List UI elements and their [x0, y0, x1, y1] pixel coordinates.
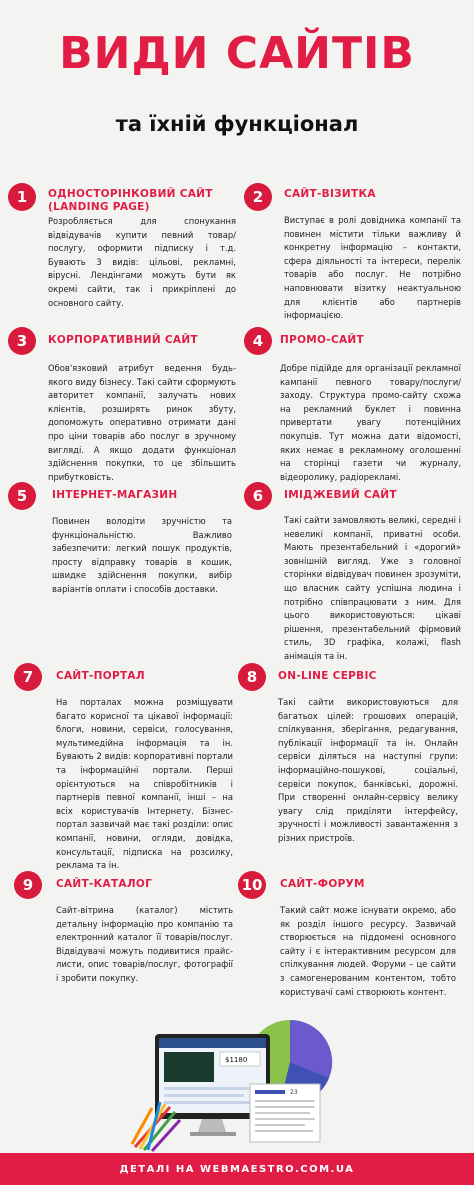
item-text-6: Такі сайти замовляють великі, середні і невеликі компанії, приватні особи. Мають презентабельний і «дорогий» зовнішній вигляд. Уже з головної сторінки відвідувач повинен зрозуміти, що власник сайту успішна людина і потрібно співпрацювати з ним. Для цього використовуються: цікаві рішення, презентабельний фірмовий стиль, 3D графіка, колажі, flash анімація та ін.: [284, 515, 461, 661]
number-badge-7: 7: [14, 663, 42, 691]
monitor-stand: [198, 1119, 226, 1132]
report-count-text: 23: [290, 1089, 298, 1096]
screen-jacket-image: [164, 1052, 214, 1082]
screen-price-text: $1180: [225, 1056, 248, 1064]
number-badge-8: 8: [238, 663, 266, 691]
number-badge-10: 10: [238, 871, 266, 899]
number-badge-4: 4: [244, 327, 272, 355]
illustration: [130, 1012, 345, 1152]
item-text-3: Обов'язковий атрибут ведення будь-якого виду бізнесу. Такі сайти сформують авторитет компанії, залучать нових клієнтів, розширять ринок збуту, допоможуть оперативно отримати дані про ціни товарів або послуг в зручному вигляді. А якщо додати функціонал здійснення покупки, то це збільшить прибутковість.: [48, 363, 236, 482]
item-title-6: ІМІДЖЕВИЙ САЙТ: [284, 489, 397, 501]
item-title-2: САЙТ-ВІЗИТКА: [284, 188, 376, 200]
number-badge-9: 9: [14, 871, 42, 899]
page-subtitle: та їхній функціонал: [115, 112, 359, 136]
number-badge-2: 2: [244, 183, 272, 211]
number-badge-5: 5: [8, 482, 36, 510]
number-badge-6: 6: [244, 482, 272, 510]
item-text-1: Розробляється для спонукання відвідувачів купити певний товар/послугу, оформити підписку і т.д. Бувають 3 видів: цільові, рекламні, віруснi. Лендінгами можуть бути як окремі сайти, так і прикріплені до основного сайту.: [48, 216, 236, 308]
number-badge-1: 1: [8, 183, 36, 211]
screen-header-bar: [159, 1038, 266, 1048]
item-text-2: Виступає в ролі довідника компанії та повинен містити тільки важливу й конкретну інформацію – контакти, сфера діяльності та інтереси, перелік товарів або послуг. Не потрібно наповнювати візитку неактуальною для клієнтів або партнерів інформацією.: [284, 215, 461, 321]
item-title-9: САЙТ-КАТАЛОГ: [56, 878, 153, 890]
item-title-5: ІНТЕРНЕТ-МАГАЗИН: [52, 489, 178, 501]
page-title: ВИДИ САЙТІВ: [59, 28, 415, 79]
item-title-10: САЙТ-ФОРУМ: [280, 878, 365, 890]
item-text-7: На порталах можна розміщувати багато корисної та цікавої інформації: блоги, новини, сервіси, голосування, мультимедійна інформація та ін. Бувають 2 видів: корпоративні портали та інформаційні портали. Перші орієнтуються на співробітників і партнерів певної компанії, інші – на всіх користувачів Інтернету. Бізнес-портал зазвичай має такі розділи: опис компанії, новини, огляди, довідка, консультації, підписка на розсилку, реклама та ін.: [56, 697, 233, 871]
item-text-10: Такий сайт може існувати окремо, або як розділ іншого ресурсу. Зазвичай створюється на піддомені основного сайту і є інтерактивним ресурсом для спілкування людей. Форуми – це сайти з самогенерованим контентом, тобто користувачі самі створюють контент.: [280, 905, 456, 997]
report-sheet-graphic: [250, 1084, 320, 1142]
item-title-3: КОРПОРАТИВНИЙ САЙТ: [48, 334, 198, 346]
footer-link[interactable]: ДЕТАЛІ НА WEBMAESTRO.COM.UA: [0, 1153, 474, 1185]
item-text-9: Сайт-вітрина (каталог) містить детальну інформацію про компанію та електронний каталог її товарів/послуг. Відвідувачі можуть подивитися прайс-листи, опис товарів/послуг, фотографії і зробити покупку.: [56, 905, 233, 983]
item-title-1: ОДНОСТОРІНКОВИЙ САЙТ (LANDING PAGE): [48, 188, 213, 213]
item-text-5: Повинен володіти зручністю та функціональністю. Важливо забезпечити: легкий пошук продуктів, просту відправку товарів в кошик, швидке здійснення покупки, вибір варіантів оплати і способів доставки.: [52, 516, 232, 594]
item-title-4: ПРОМО-САЙТ: [280, 334, 364, 346]
number-badge-3: 3: [8, 327, 36, 355]
item-title-8: ON-LINE СЕРВІС: [278, 670, 377, 682]
item-text-8: Такі сайти використовуються для багатьох цілей: грошових операцій, спілкування, зберігання, редагування, публікації інформації та ін. Онлайн сервіси діляться на наступні групи: інформаційно-пошукові, соціальні, сервіси покупок, банківські, дорожні. При створенні онлайн-сервісу велику увагу слід приділяти інтерфейсу, зручності і можливості завантаження з різних пристроїв.: [278, 697, 458, 843]
item-title-7: САЙТ-ПОРТАЛ: [56, 670, 145, 682]
item-text-4: Добре підійде для організації рекламної кампанії певного товару/послуги/заходу. Структура промо-сайту схожа на рекламний буклет і повинна привертати увагу потенційних покупців. Тут можна дати відомості, яких немає в рекламному оголошенні на сторінці газети чи журналу, відеоролику, радіорекламі.: [280, 363, 461, 482]
